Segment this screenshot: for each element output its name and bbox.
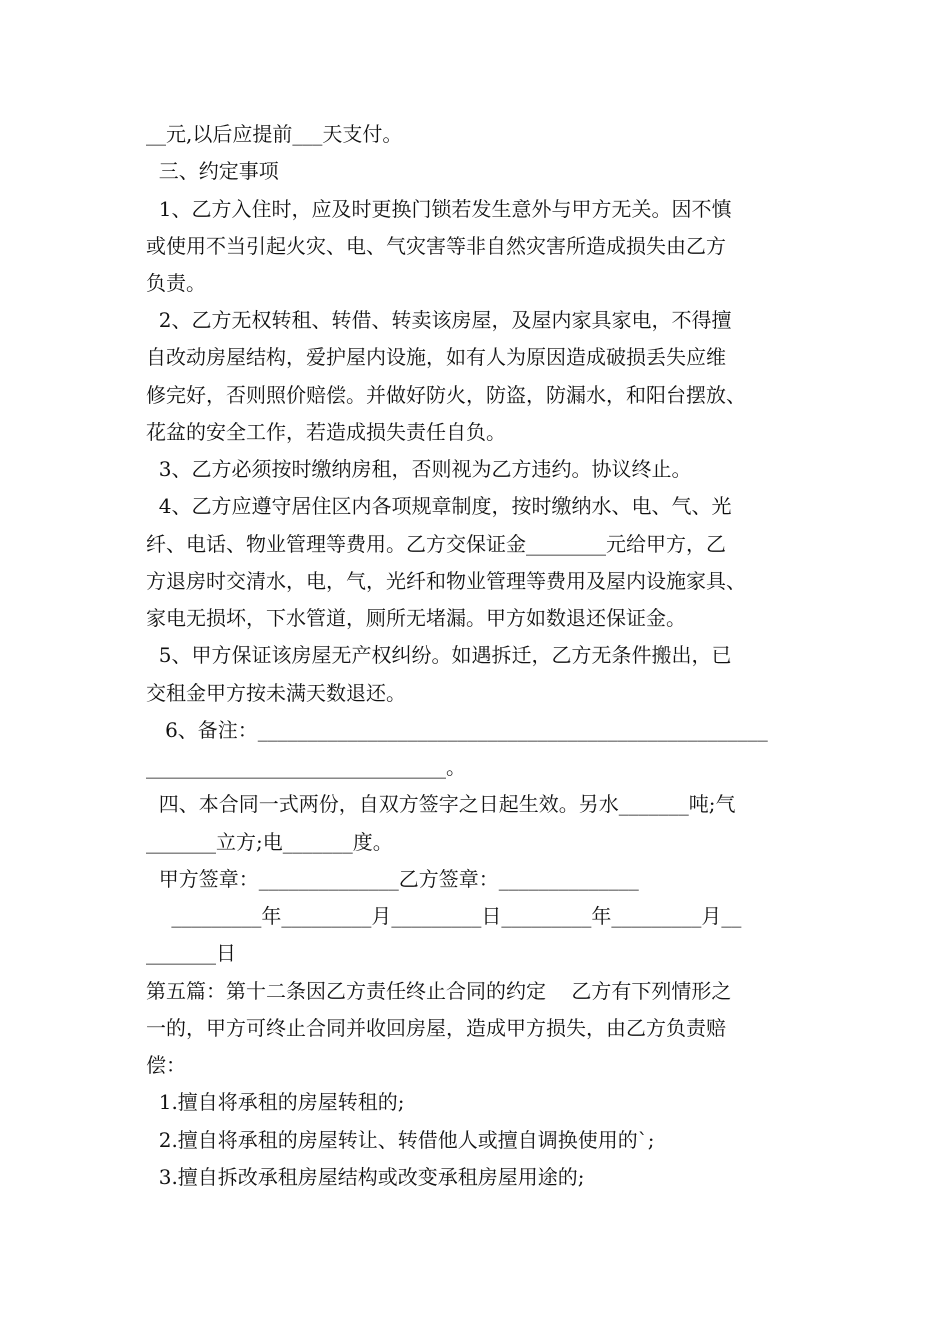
remarks-continuation: ______________________________。 bbox=[146, 755, 466, 779]
list-item: 2.擅自将承租的房屋转让、转借他人或擅自调换使用的`; bbox=[146, 1128, 655, 1152]
text-line: 3、乙方必须按时缴纳房租，否则视为乙方违约。协议终止。 bbox=[146, 457, 692, 481]
text-line: 纤、电话、物业管理等费用。乙方交保证金________元给甲方，乙 bbox=[146, 532, 726, 556]
signature-line: 甲方签章：______________乙方签章：______________ bbox=[146, 867, 639, 891]
text-line: 2、乙方无权转租、转借、转卖该房屋，及屋内家具家电，不得擅 bbox=[146, 308, 732, 332]
text-line: 1、乙方入住时，应及时更换门锁若发生意外与甲方无关。因不慎 bbox=[146, 197, 732, 221]
text-line: 方退房时交清水，电，气，光纤和物业管理等费用及屋内设施家具、 bbox=[146, 569, 746, 593]
text-line: 修完好，否则照价赔偿。并做好防火，防盗，防漏水，和阳台摆放、 bbox=[146, 383, 746, 407]
remarks-line: 6、备注：___________________________________________________ bbox=[146, 718, 768, 742]
section-heading: 三、约定事项 bbox=[146, 159, 279, 183]
text-line: 花盆的安全工作，若造成损失责任自负。 bbox=[146, 420, 506, 444]
text-line: 4、乙方应遵守居住区内各项规章制度，按时缴纳水、电、气、光 bbox=[146, 494, 732, 518]
text-line: 5、甲方保证该房屋无产权纠纷。如遇拆迁，乙方无条件搬出，已 bbox=[146, 643, 732, 667]
text-line: 家电无损坏，下水管道，厕所无堵漏。甲方如数退还保证金。 bbox=[146, 606, 686, 630]
text-line: _______立方;电_______度。 bbox=[146, 830, 393, 854]
text-line: 交租金甲方按未满天数退还。 bbox=[146, 681, 406, 705]
section-heading: 四、本合同一式两份，自双方签字之日起生效。另水_______吨;气 bbox=[146, 792, 736, 816]
text-line: __元,以后应提前___天支付。 bbox=[146, 122, 403, 146]
text-line: 负责。 bbox=[146, 271, 206, 295]
list-item: 3.擅自拆改承租房屋结构或改变承租房屋用途的; bbox=[146, 1165, 585, 1189]
list-item: 1.擅自将承租的房屋转租的; bbox=[146, 1090, 405, 1114]
date-line: _________年_________月_________日_________年_________月__ bbox=[146, 904, 742, 928]
text-line: 偿： bbox=[146, 1053, 186, 1077]
text-line: 自改动房屋结构，爱护屋内设施，如有人为原因造成破损丢失应维 bbox=[146, 345, 726, 369]
date-line: _______日 bbox=[146, 941, 236, 965]
text-line: 或使用不当引起火灾、电、气灾害等非自然灾害所造成损失由乙方 bbox=[146, 234, 726, 258]
section-heading: 第五篇：第十二条因乙方责任终止合同的约定 乙方有下列情形之 bbox=[146, 979, 732, 1003]
text-line: 一的，甲方可终止合同并收回房屋，造成甲方损失，由乙方负责赔 bbox=[146, 1016, 726, 1040]
